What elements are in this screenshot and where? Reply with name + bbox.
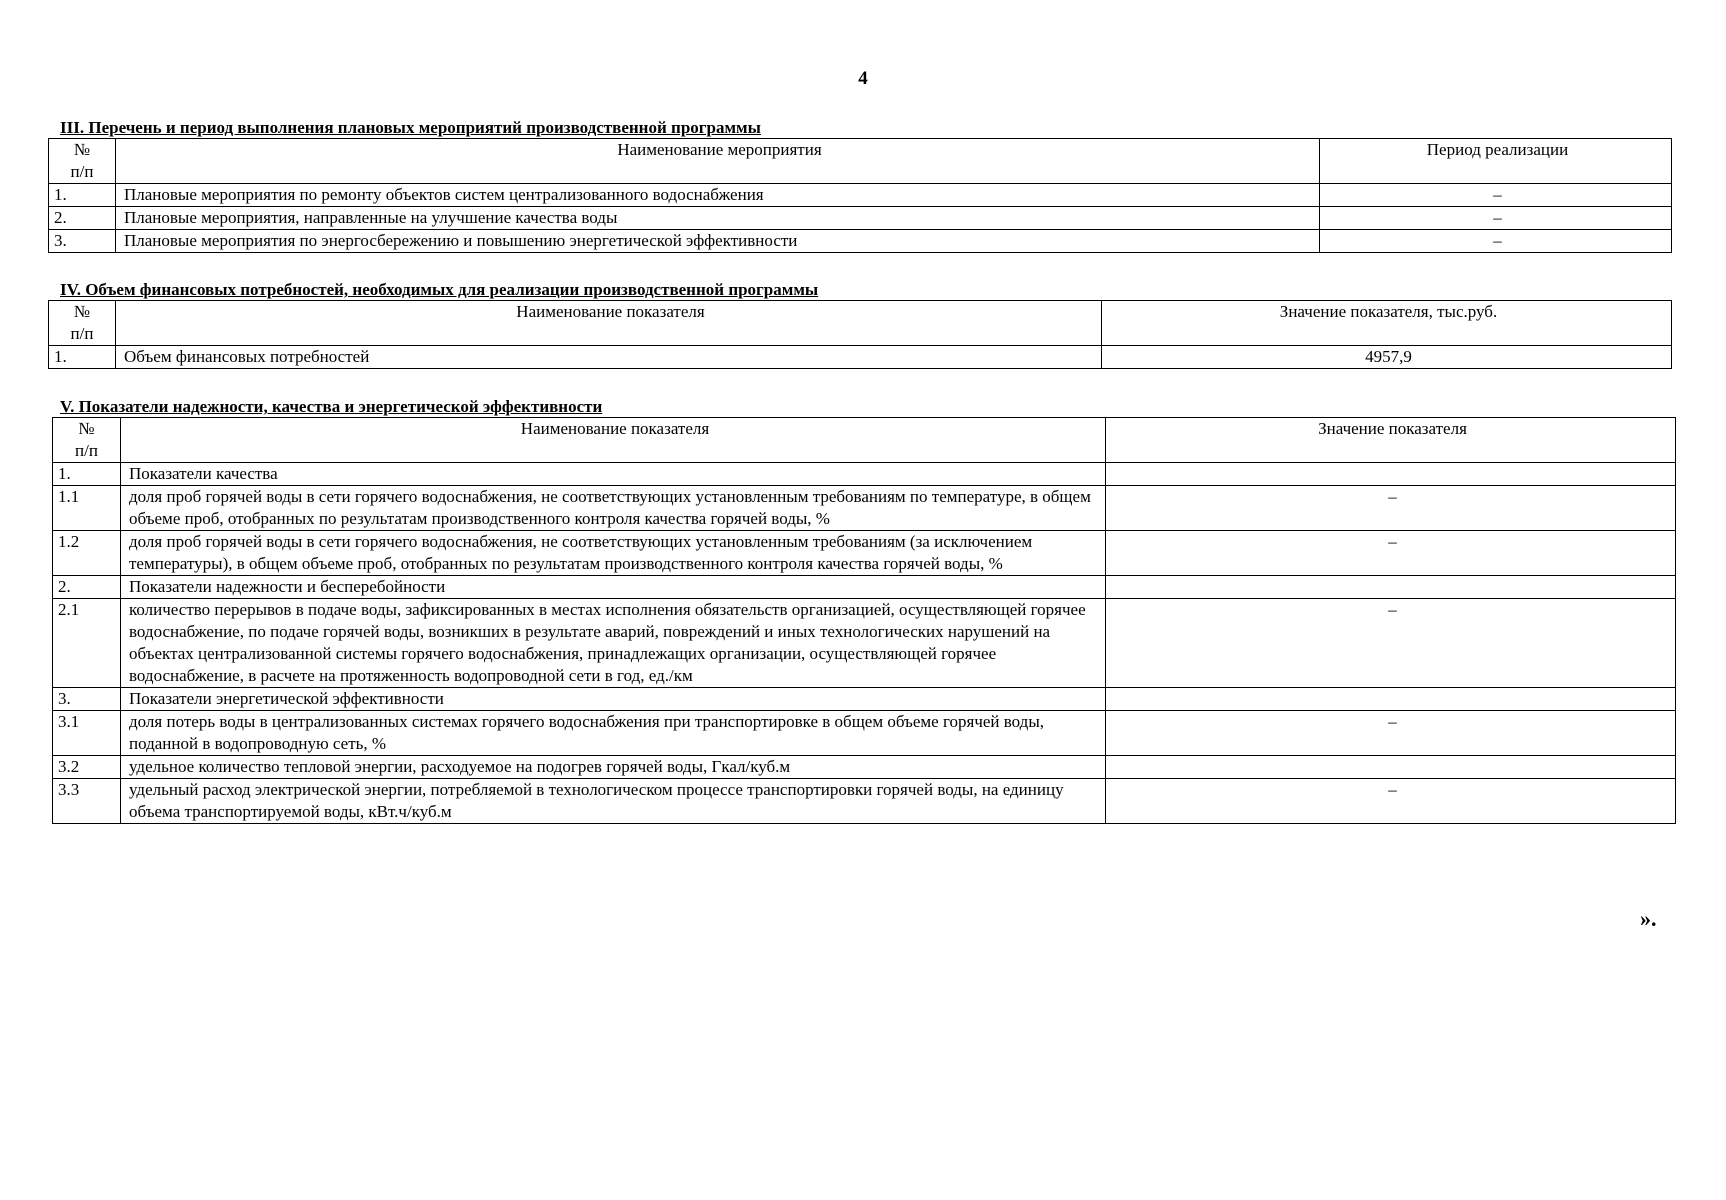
header-period-cell: Период реализации	[1320, 139, 1672, 184]
row-value: –	[1106, 711, 1676, 756]
row-name: Показатели надежности и бесперебойности	[121, 576, 1106, 599]
table-row	[53, 688, 1676, 711]
table-row	[53, 779, 1676, 824]
closing-quote-mark: ».	[1640, 906, 1657, 931]
header-num-cell	[49, 301, 116, 346]
header-num-line2: п/п	[70, 324, 94, 343]
row-name: Показатели качества	[121, 463, 1106, 486]
row-num: 3.3	[53, 779, 121, 824]
row-num: 1.	[53, 463, 121, 486]
table-row	[53, 486, 1676, 531]
row-name: Плановые мероприятия по ремонту объектов систем централизованного водоснабжения	[116, 184, 1320, 207]
row-value: –	[1106, 531, 1676, 576]
row-value	[1106, 463, 1676, 486]
row-num: 3.2	[53, 756, 121, 779]
row-value: –	[1320, 184, 1672, 207]
row-num: 2.	[53, 576, 121, 599]
section-3-title: III. Перечень и период выполнения плановых мероприятий производственной программы	[60, 118, 761, 137]
row-value: 4957,9	[1102, 346, 1672, 369]
row-num: 1.	[49, 346, 116, 369]
row-name: удельный расход электрической энергии, потребляемой в технологическом процессе транспортировки горячей воды, на единицу объема транспортируемой воды, кВт.ч/куб.м	[121, 779, 1106, 824]
header-num-line1: №	[73, 140, 91, 159]
row-value: –	[1106, 599, 1676, 688]
table-row	[49, 346, 1672, 369]
section-3-table	[48, 138, 1672, 253]
header-num-line1: №	[78, 419, 95, 438]
row-num: 3.	[53, 688, 121, 711]
row-name: Плановые мероприятия по энергосбережению и повышению энергетической эффективности	[116, 230, 1320, 253]
section-4-table	[48, 300, 1672, 369]
header-value-cell: Значение показателя, тыс.руб.	[1102, 301, 1672, 346]
row-num: 3.	[49, 230, 116, 253]
header-name-cell: Наименование показателя	[121, 418, 1106, 463]
row-value	[1106, 576, 1676, 599]
table-row	[53, 756, 1676, 779]
header-num-line2: п/п	[75, 441, 98, 460]
header-num-line1: №	[73, 302, 91, 321]
row-name: доля проб горячей воды в сети горячего водоснабжения, не соответствующих установленным требованиям по температуре, в общем объеме проб, отобранных по результатам производственного контроля качества горячей воды, %	[121, 486, 1106, 531]
section-4-title: IV. Объем финансовых потребностей, необходимых для реализации производственной программы	[60, 280, 819, 299]
table-row	[53, 531, 1676, 576]
table-row	[53, 576, 1676, 599]
row-num: 1.1	[53, 486, 121, 531]
row-num: 1.	[49, 184, 116, 207]
header-num-line2: п/п	[70, 162, 94, 181]
row-num: 2.1	[53, 599, 121, 688]
header-num-cell	[53, 418, 121, 463]
row-num: 3.1	[53, 711, 121, 756]
row-name: Плановые мероприятия, направленные на улучшение качества воды	[116, 207, 1320, 230]
table-header-row	[49, 301, 1672, 346]
row-name: доля проб горячей воды в сети горячего водоснабжения, не соответствующих установленным требованиям (за исключением температуры), в общем объеме проб, отобранных по результатам производственного контроля качества горячей воды, %	[121, 531, 1106, 576]
table-header-row	[49, 139, 1672, 184]
table-header-row	[53, 418, 1676, 463]
row-value	[1106, 756, 1676, 779]
header-name-cell: Наименование показателя	[116, 301, 1102, 346]
section-5-table	[52, 417, 1676, 824]
row-num: 1.2	[53, 531, 121, 576]
row-num: 2.	[49, 207, 116, 230]
table-row	[49, 184, 1672, 207]
row-name: количество перерывов в подаче воды, зафиксированных в местах исполнения обязательств организацией, осуществляющей горячее водоснабжение, по подаче горячей воды, возникших в результате аварий, повреждений и иных технологических нарушений на объектах централизованной системы горячего водоснабжения, принадлежащих организации, осуществляющей горячее водоснабжение, в расчете на протяженность водопроводной сети в год, ед./км	[121, 599, 1106, 688]
row-value: –	[1106, 779, 1676, 824]
table-row	[53, 599, 1676, 688]
row-value: –	[1106, 486, 1676, 531]
table-row	[49, 207, 1672, 230]
table-row	[53, 711, 1676, 756]
header-value-cell: Значение показателя	[1106, 418, 1676, 463]
row-name: Объем финансовых потребностей	[116, 346, 1102, 369]
row-name: Показатели энергетической эффективности	[121, 688, 1106, 711]
row-value: –	[1320, 207, 1672, 230]
header-num-cell	[49, 139, 116, 184]
row-value	[1106, 688, 1676, 711]
row-name: удельное количество тепловой энергии, расходуемое на подогрев горячей воды, Гкал/куб.м	[121, 756, 1106, 779]
page-number: 4	[858, 68, 868, 89]
header-name-cell: Наименование мероприятия	[116, 139, 1320, 184]
table-row	[53, 463, 1676, 486]
section-5-title: V. Показатели надежности, качества и энергетической эффективности	[60, 397, 603, 416]
row-value: –	[1320, 230, 1672, 253]
table-row	[49, 230, 1672, 253]
row-name: доля потерь воды в централизованных системах горячего водоснабжения при транспортировке в общем объеме горячей воды, поданной в водопроводную сеть, %	[121, 711, 1106, 756]
